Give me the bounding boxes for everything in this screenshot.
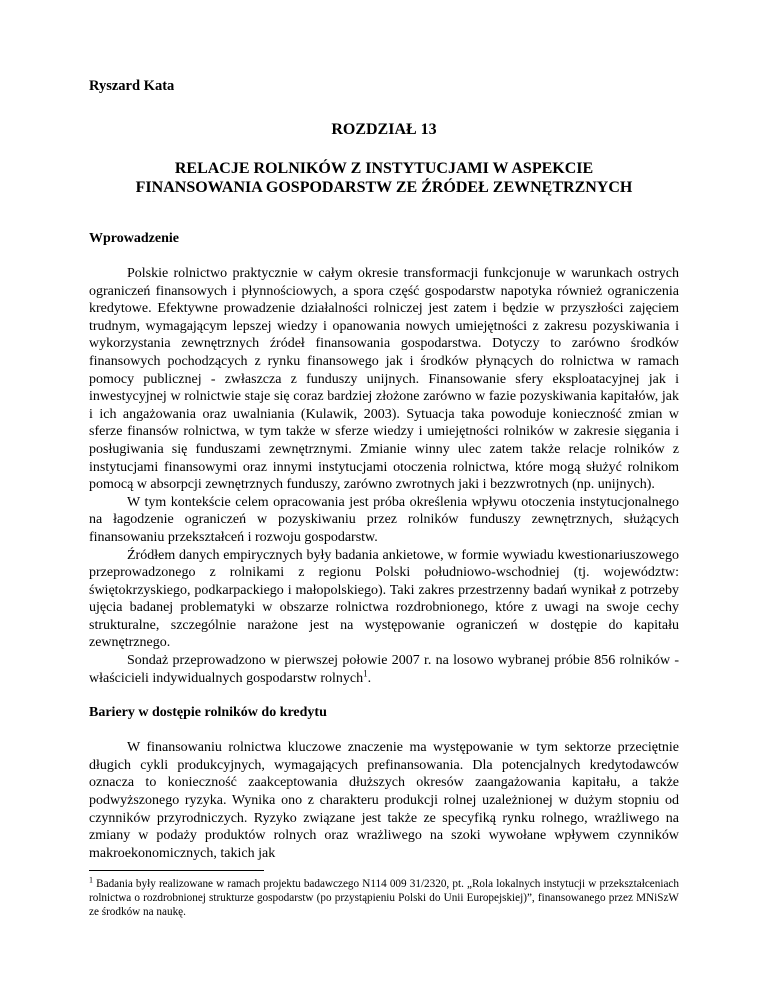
chapter-title-line-1: RELACJE ROLNIKÓW Z INSTYTUCJAMI W ASPEKCIE xyxy=(174,160,594,177)
document-page xyxy=(89,78,679,919)
chapter-title xyxy=(89,159,679,197)
chapter-number: ROZDZIAŁ 13 xyxy=(331,121,437,138)
footnote-text: Badania były realizowane w ramach projektu badawczego N114 009 31/2320, pt. „Rola lokalnych instytucji w przekształceniach rolnictwa o rozdrobnionej strukturze gospodarstw (po przystąpieniu Polski do Unii Europejskiej)”, finansowanego przez MNiSzW ze środków na naukę. xyxy=(89,878,679,919)
paragraph-barriers: W finansowaniu rolnictwa kluczowe znaczenie ma występowanie w tym sektorze przeciętnie długich cykli produkcyjnych, wymagających prefinansowania. Dla potencjalnych kredytodawców oznacza to konieczność zaakceptowania dłuższych okresów zaangażowania kapitału, a także podwyższonego ryzyka. Wynika ono z charakteru produkcji rolnej uzależnionej w dużym stopniu od czynników przyrodniczych. Ryzyko związane jest także ze specyfiką rynku rolnego, wrażliwego na zmiany w podaży produktów rolnych oraz wrażliwego na szoki wywołane wpływem czynników makroekonomicznych, takich jak xyxy=(89,740,679,861)
section-heading-introduction: Wprowadzenie xyxy=(89,231,179,246)
chapter-title-line-2: FINANSOWANIA GOSPODARSTW ZE ŹRÓDEŁ ZEWNĘTRZNYCH xyxy=(135,179,633,196)
paragraph-4: Sondaż przeprowadzono w pierwszej połowie 2007 r. na losowo wybranej próbie 856 rolników - właścicieli indywidualnych gospodarstw rolnych$^1$. xyxy=(89,653,679,686)
footnote-reference: 1 xyxy=(363,668,368,678)
footnote xyxy=(89,877,679,919)
paragraph-4-text: Sondaż przeprowadzono w pierwszej połowie 2007 r. na losowo wybranej próbie 856 rolników - właścicieli indywidualnych gospodarstw rolnych xyxy=(89,653,679,686)
paragraph-3: Źródłem danych empirycznych były badania ankietowe, w formie wywiadu kwestionariuszowego przeprowadzonego z rolnikami z regionu Polski południowo-wschodniej (tj. województw: świętokrzyskiego, podkarpackiego i małopolskiego). Taki zakres przestrzenny badań wynikał z potrzeby ujęcia badanej problematyki w obszarze rolnictwa rozdrobnionego, które z uwagi na swoje cechy strukturalne, szczególnie narażone jest na występowanie ograniczeń w dostępie do kapitału zewnętrznego. xyxy=(89,547,679,651)
author-name: Ryszard Kata xyxy=(89,78,175,94)
footnote-divider xyxy=(89,870,264,871)
section-heading-barriers: Bariery w dostępie rolników do kredytu xyxy=(89,705,327,721)
footnote-number: 1 xyxy=(89,875,93,885)
paragraph-2: W tym kontekście celem opracowania jest próba określenia wpływu otoczenia instytucjonalnego na łagodzenie ograniczeń w pozyskiwaniu przez rolników funduszy zewnętrznych, służących finansowaniu przekształceń i rozwoju gospodarstw. xyxy=(89,494,679,545)
paragraph-1: Polskie rolnictwo praktycznie w całym okresie transformacji funkcjonuje w warunkach ostrych ograniczeń finansowych i płynnościowych, a spora część gospodarstw napotyka również ograniczenia kredytowe. Efektywne prowadzenie działalności rolniczej jest zatem i będzie w przyszłości zajęciem trudnym, wymagającym lepszej wiedzy i opanowania nowych umiejętności z zakresu pozyskiwania i wykorzystania zewnętrznych źródeł finansowania gospodarstwa. Dotyczy to zarówno środków finansowych pochodzących z rynku finansowego jak i środków płynących do rolnictwa w ramach pomocy publicznej - zwłaszcza z funduszy unijnych. Finansowanie sfery eksploatacyjnej jak i inwestycyjnej w rolnictwie staje się coraz bardziej złożone zarówno w fazie pozyskiwania kapitałów, jak i ich angażowania oraz uwalniania (Kulawik, 2003). Sytuacja taka powoduje konieczność zmian w sferze finansów rolnictwa, w tym także w sferze wiedzy i umiejętności rolników w zakresie sięgania i posługiwania się funduszami zewnętrznymi. Zmianie winny ulec zatem także relacje rolników z instytucjami finansowymi oraz innymi instytucjami otoczenia rolnictwa, które mogą służyć rolnikom pomocą w absorpcji zewnętrznych funduszy, zarówno zwrotnych jaki i bezzwrotnych (np. unijnych). xyxy=(89,266,679,493)
